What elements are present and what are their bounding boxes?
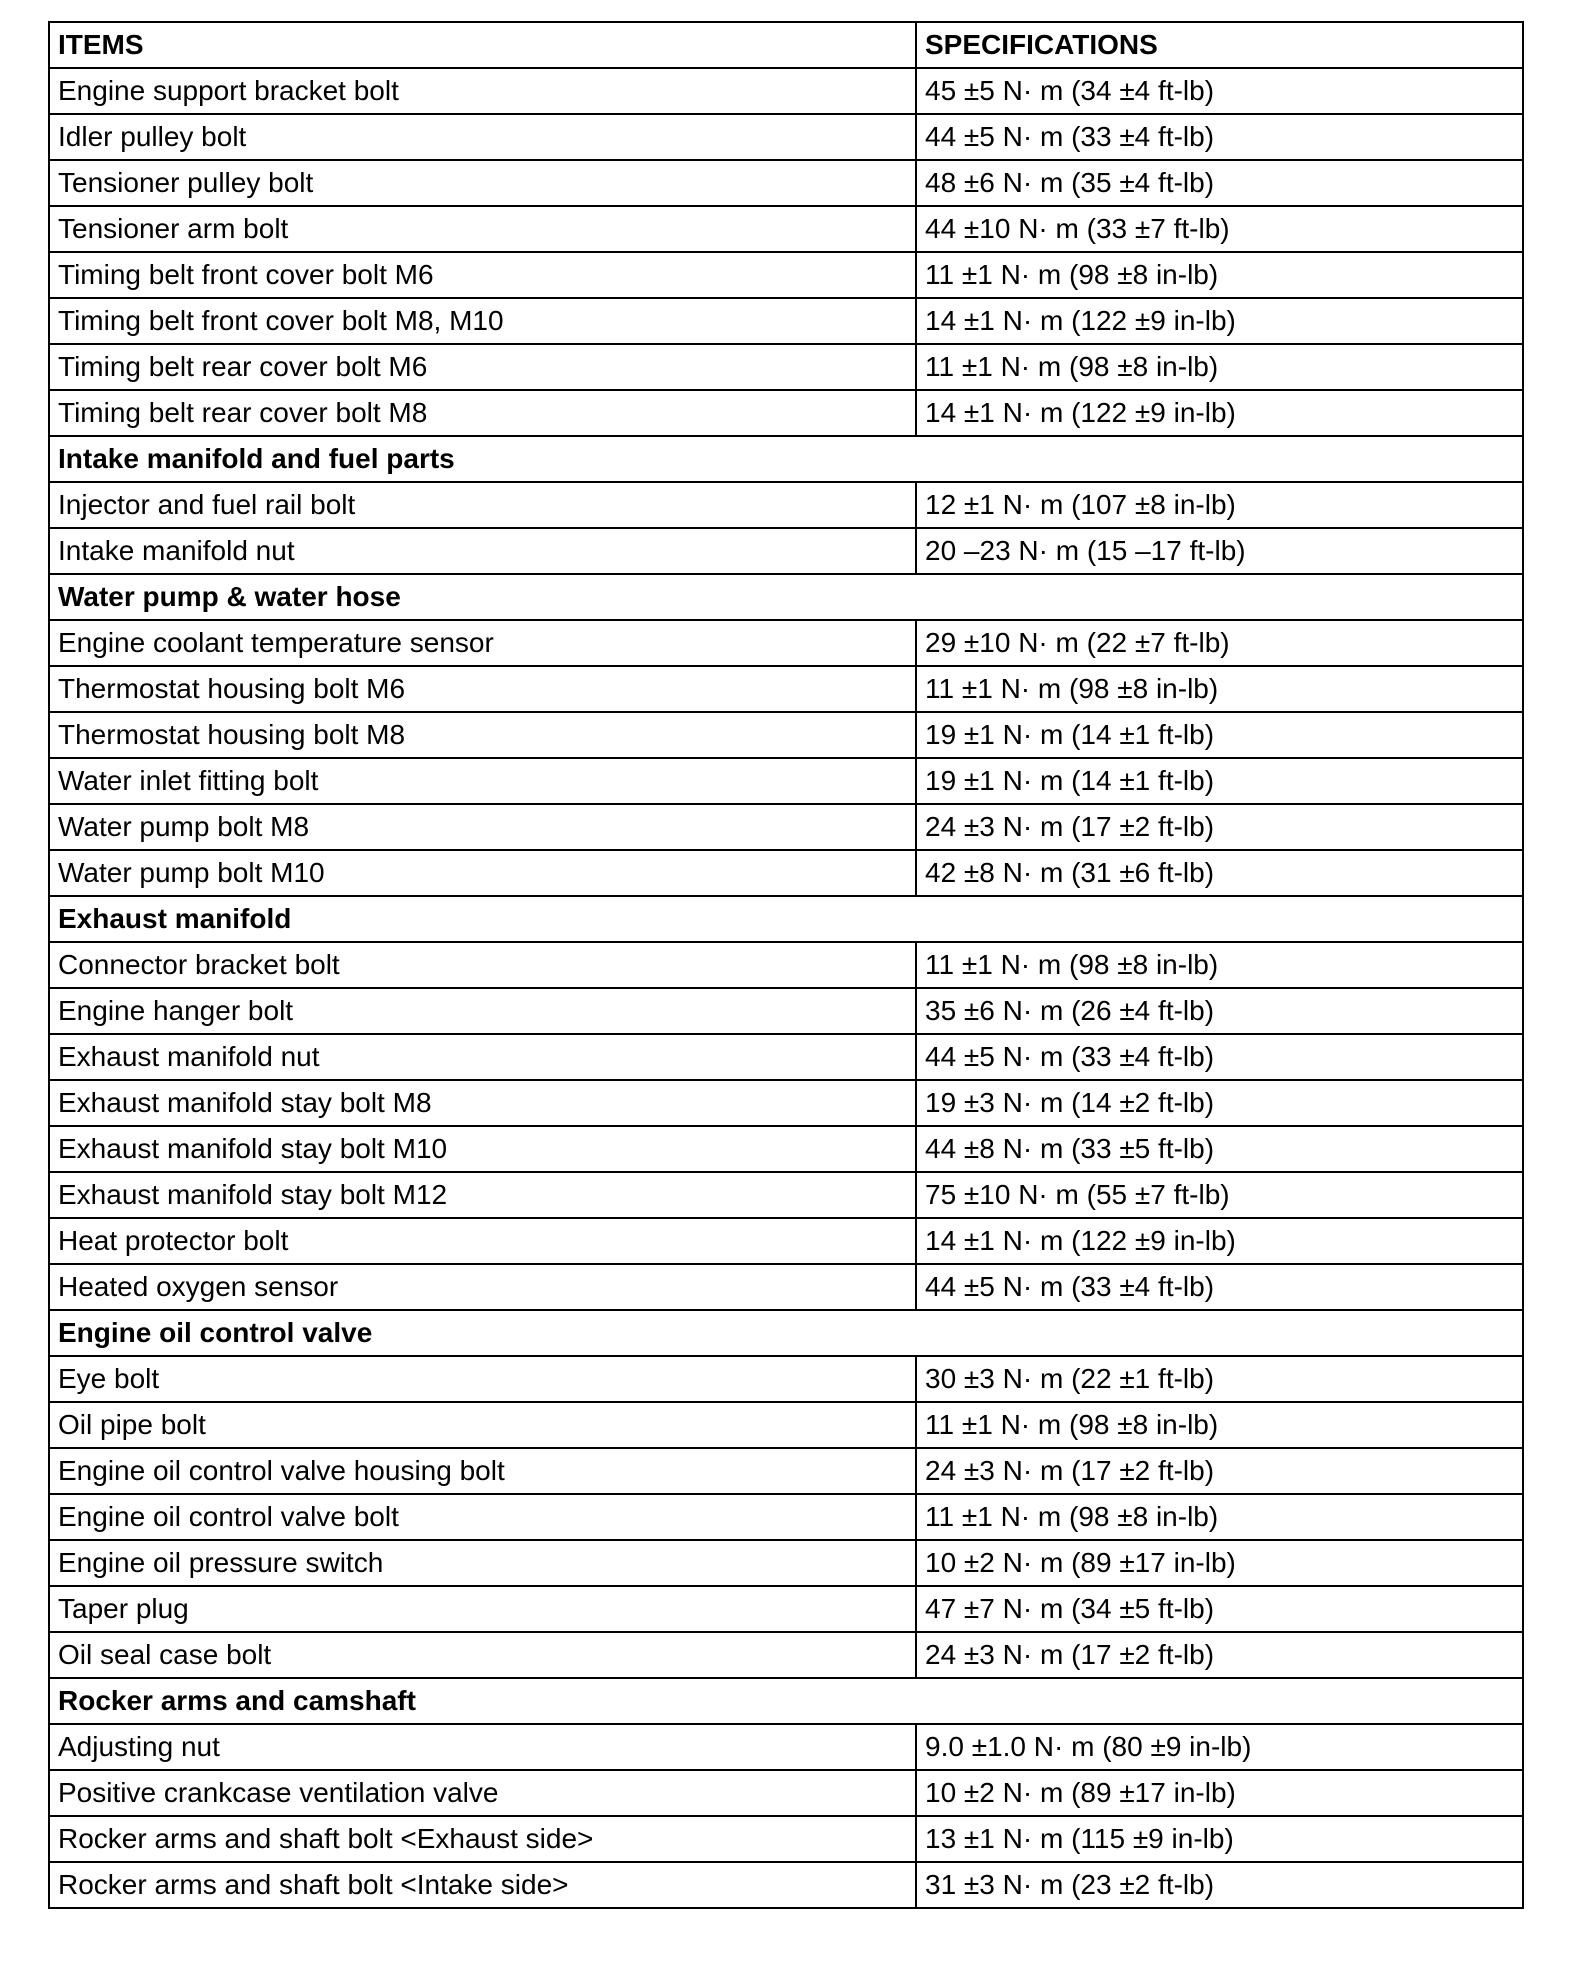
item-cell: Oil pipe bolt: [49, 1402, 916, 1448]
item-cell: Engine support bracket bolt: [49, 68, 916, 114]
table-row: [49, 712, 1523, 758]
table-row: [49, 252, 1523, 298]
item-cell: Tensioner arm bolt: [49, 206, 916, 252]
spec-cell: 11 ±1 N· m (98 ±8 in-lb): [916, 252, 1523, 298]
section-row: [49, 574, 1523, 620]
item-cell: Timing belt front cover bolt M8, M10: [49, 298, 916, 344]
torque-spec-table: [48, 21, 1524, 1909]
table-row: [49, 1862, 1523, 1908]
spec-cell: 44 ±5 N· m (33 ±4 ft-lb): [916, 1264, 1523, 1310]
item-cell: Water pump bolt M10: [49, 850, 916, 896]
table-row: [49, 1034, 1523, 1080]
spec-cell: 10 ±2 N· m (89 ±17 in-lb): [916, 1540, 1523, 1586]
table-row: [49, 1218, 1523, 1264]
spec-cell: 11 ±1 N· m (98 ±8 in-lb): [916, 1402, 1523, 1448]
table-row: [49, 942, 1523, 988]
spec-cell: 24 ±3 N· m (17 ±2 ft-lb): [916, 1632, 1523, 1678]
item-cell: Taper plug: [49, 1586, 916, 1632]
item-cell: Connector bracket bolt: [49, 942, 916, 988]
table-row: [49, 298, 1523, 344]
section-row: [49, 896, 1523, 942]
table-row: [49, 206, 1523, 252]
table-row: [49, 1080, 1523, 1126]
section-heading: Exhaust manifold: [49, 896, 1523, 942]
item-cell: Water pump bolt M8: [49, 804, 916, 850]
table-row: [49, 1770, 1523, 1816]
spec-cell: 24 ±3 N· m (17 ±2 ft-lb): [916, 804, 1523, 850]
table-row: [49, 114, 1523, 160]
spec-cell: 45 ±5 N· m (34 ±4 ft-lb): [916, 68, 1523, 114]
table-row: [49, 68, 1523, 114]
spec-cell: 11 ±1 N· m (98 ±8 in-lb): [916, 942, 1523, 988]
spec-cell: 75 ±10 N· m (55 ±7 ft-lb): [916, 1172, 1523, 1218]
table-row: [49, 1816, 1523, 1862]
item-cell: Timing belt rear cover bolt M6: [49, 344, 916, 390]
table-row: [49, 620, 1523, 666]
table-row: [49, 1494, 1523, 1540]
spec-cell: 11 ±1 N· m (98 ±8 in-lb): [916, 1494, 1523, 1540]
item-cell: Timing belt front cover bolt M6: [49, 252, 916, 298]
spec-cell: 42 ±8 N· m (31 ±6 ft-lb): [916, 850, 1523, 896]
table-row: [49, 1126, 1523, 1172]
spec-cell: 30 ±3 N· m (22 ±1 ft-lb): [916, 1356, 1523, 1402]
section-heading: Engine oil control valve: [49, 1310, 1523, 1356]
spec-cell: 10 ±2 N· m (89 ±17 in-lb): [916, 1770, 1523, 1816]
item-cell: Engine hanger bolt: [49, 988, 916, 1034]
table-row: [49, 482, 1523, 528]
item-cell: Tensioner pulley bolt: [49, 160, 916, 206]
item-cell: Thermostat housing bolt M6: [49, 666, 916, 712]
table-row: [49, 1632, 1523, 1678]
spec-cell: 44 ±10 N· m (33 ±7 ft-lb): [916, 206, 1523, 252]
table-row: [49, 666, 1523, 712]
table-row: [49, 1402, 1523, 1448]
spec-cell: 9.0 ±1.0 N· m (80 ±9 in-lb): [916, 1724, 1523, 1770]
spec-cell: 47 ±7 N· m (34 ±5 ft-lb): [916, 1586, 1523, 1632]
spec-cell: 44 ±5 N· m (33 ±4 ft-lb): [916, 1034, 1523, 1080]
section-row: [49, 1310, 1523, 1356]
table-row: [49, 804, 1523, 850]
item-cell: Heat protector bolt: [49, 1218, 916, 1264]
item-cell: Engine oil control valve bolt: [49, 1494, 916, 1540]
item-cell: Exhaust manifold nut: [49, 1034, 916, 1080]
table-body: [49, 22, 1523, 1908]
table-header-row: [49, 22, 1523, 68]
spec-cell: 14 ±1 N· m (122 ±9 in-lb): [916, 298, 1523, 344]
item-cell: Rocker arms and shaft bolt <Exhaust side>: [49, 1816, 916, 1862]
spec-cell: 44 ±8 N· m (33 ±5 ft-lb): [916, 1126, 1523, 1172]
table-row: [49, 1586, 1523, 1632]
section-row: [49, 436, 1523, 482]
item-cell: Adjusting nut: [49, 1724, 916, 1770]
spec-cell: 12 ±1 N· m (107 ±8 in-lb): [916, 482, 1523, 528]
item-cell: Exhaust manifold stay bolt M8: [49, 1080, 916, 1126]
table-row: [49, 1264, 1523, 1310]
item-cell: Intake manifold nut: [49, 528, 916, 574]
spec-cell: 29 ±10 N· m (22 ±7 ft-lb): [916, 620, 1523, 666]
item-cell: Thermostat housing bolt M8: [49, 712, 916, 758]
spec-cell: 19 ±1 N· m (14 ±1 ft-lb): [916, 758, 1523, 804]
spec-cell: 19 ±1 N· m (14 ±1 ft-lb): [916, 712, 1523, 758]
table-row: [49, 1540, 1523, 1586]
spec-cell: 11 ±1 N· m (98 ±8 in-lb): [916, 344, 1523, 390]
item-cell: Oil seal case bolt: [49, 1632, 916, 1678]
table-row: [49, 528, 1523, 574]
spec-cell: 19 ±3 N· m (14 ±2 ft-lb): [916, 1080, 1523, 1126]
item-cell: Timing belt rear cover bolt M8: [49, 390, 916, 436]
spec-cell: 48 ±6 N· m (35 ±4 ft-lb): [916, 160, 1523, 206]
item-cell: Water inlet fitting bolt: [49, 758, 916, 804]
item-cell: Eye bolt: [49, 1356, 916, 1402]
item-cell: Idler pulley bolt: [49, 114, 916, 160]
header-items: ITEMS: [49, 22, 916, 68]
spec-cell: 24 ±3 N· m (17 ±2 ft-lb): [916, 1448, 1523, 1494]
spec-cell: 14 ±1 N· m (122 ±9 in-lb): [916, 390, 1523, 436]
item-cell: Engine coolant temperature sensor: [49, 620, 916, 666]
spec-cell: 11 ±1 N· m (98 ±8 in-lb): [916, 666, 1523, 712]
header-specifications: SPECIFICATIONS: [916, 22, 1523, 68]
section-heading: Intake manifold and fuel parts: [49, 436, 1523, 482]
table-row: [49, 344, 1523, 390]
item-cell: Engine oil pressure switch: [49, 1540, 916, 1586]
spec-cell: 13 ±1 N· m (115 ±9 in-lb): [916, 1816, 1523, 1862]
item-cell: Engine oil control valve housing bolt: [49, 1448, 916, 1494]
section-heading: Rocker arms and camshaft: [49, 1678, 1523, 1724]
spec-cell: 44 ±5 N· m (33 ±4 ft-lb): [916, 114, 1523, 160]
table-row: [49, 988, 1523, 1034]
section-heading: Water pump & water hose: [49, 574, 1523, 620]
table-row: [49, 160, 1523, 206]
table-row: [49, 758, 1523, 804]
table-row: [49, 850, 1523, 896]
item-cell: Exhaust manifold stay bolt M10: [49, 1126, 916, 1172]
item-cell: Rocker arms and shaft bolt <Intake side>: [49, 1862, 916, 1908]
spec-cell: 35 ±6 N· m (26 ±4 ft-lb): [916, 988, 1523, 1034]
table-row: [49, 1448, 1523, 1494]
spec-cell: 14 ±1 N· m (122 ±9 in-lb): [916, 1218, 1523, 1264]
table-row: [49, 1724, 1523, 1770]
item-cell: Exhaust manifold stay bolt M12: [49, 1172, 916, 1218]
item-cell: Positive crankcase ventilation valve: [49, 1770, 916, 1816]
spec-cell: 20 –23 N· m (15 –17 ft-lb): [916, 528, 1523, 574]
section-row: [49, 1678, 1523, 1724]
table-row: [49, 1172, 1523, 1218]
spec-cell: 31 ±3 N· m (23 ±2 ft-lb): [916, 1862, 1523, 1908]
item-cell: Injector and fuel rail bolt: [49, 482, 916, 528]
table-row: [49, 1356, 1523, 1402]
item-cell: Heated oxygen sensor: [49, 1264, 916, 1310]
table-row: [49, 390, 1523, 436]
